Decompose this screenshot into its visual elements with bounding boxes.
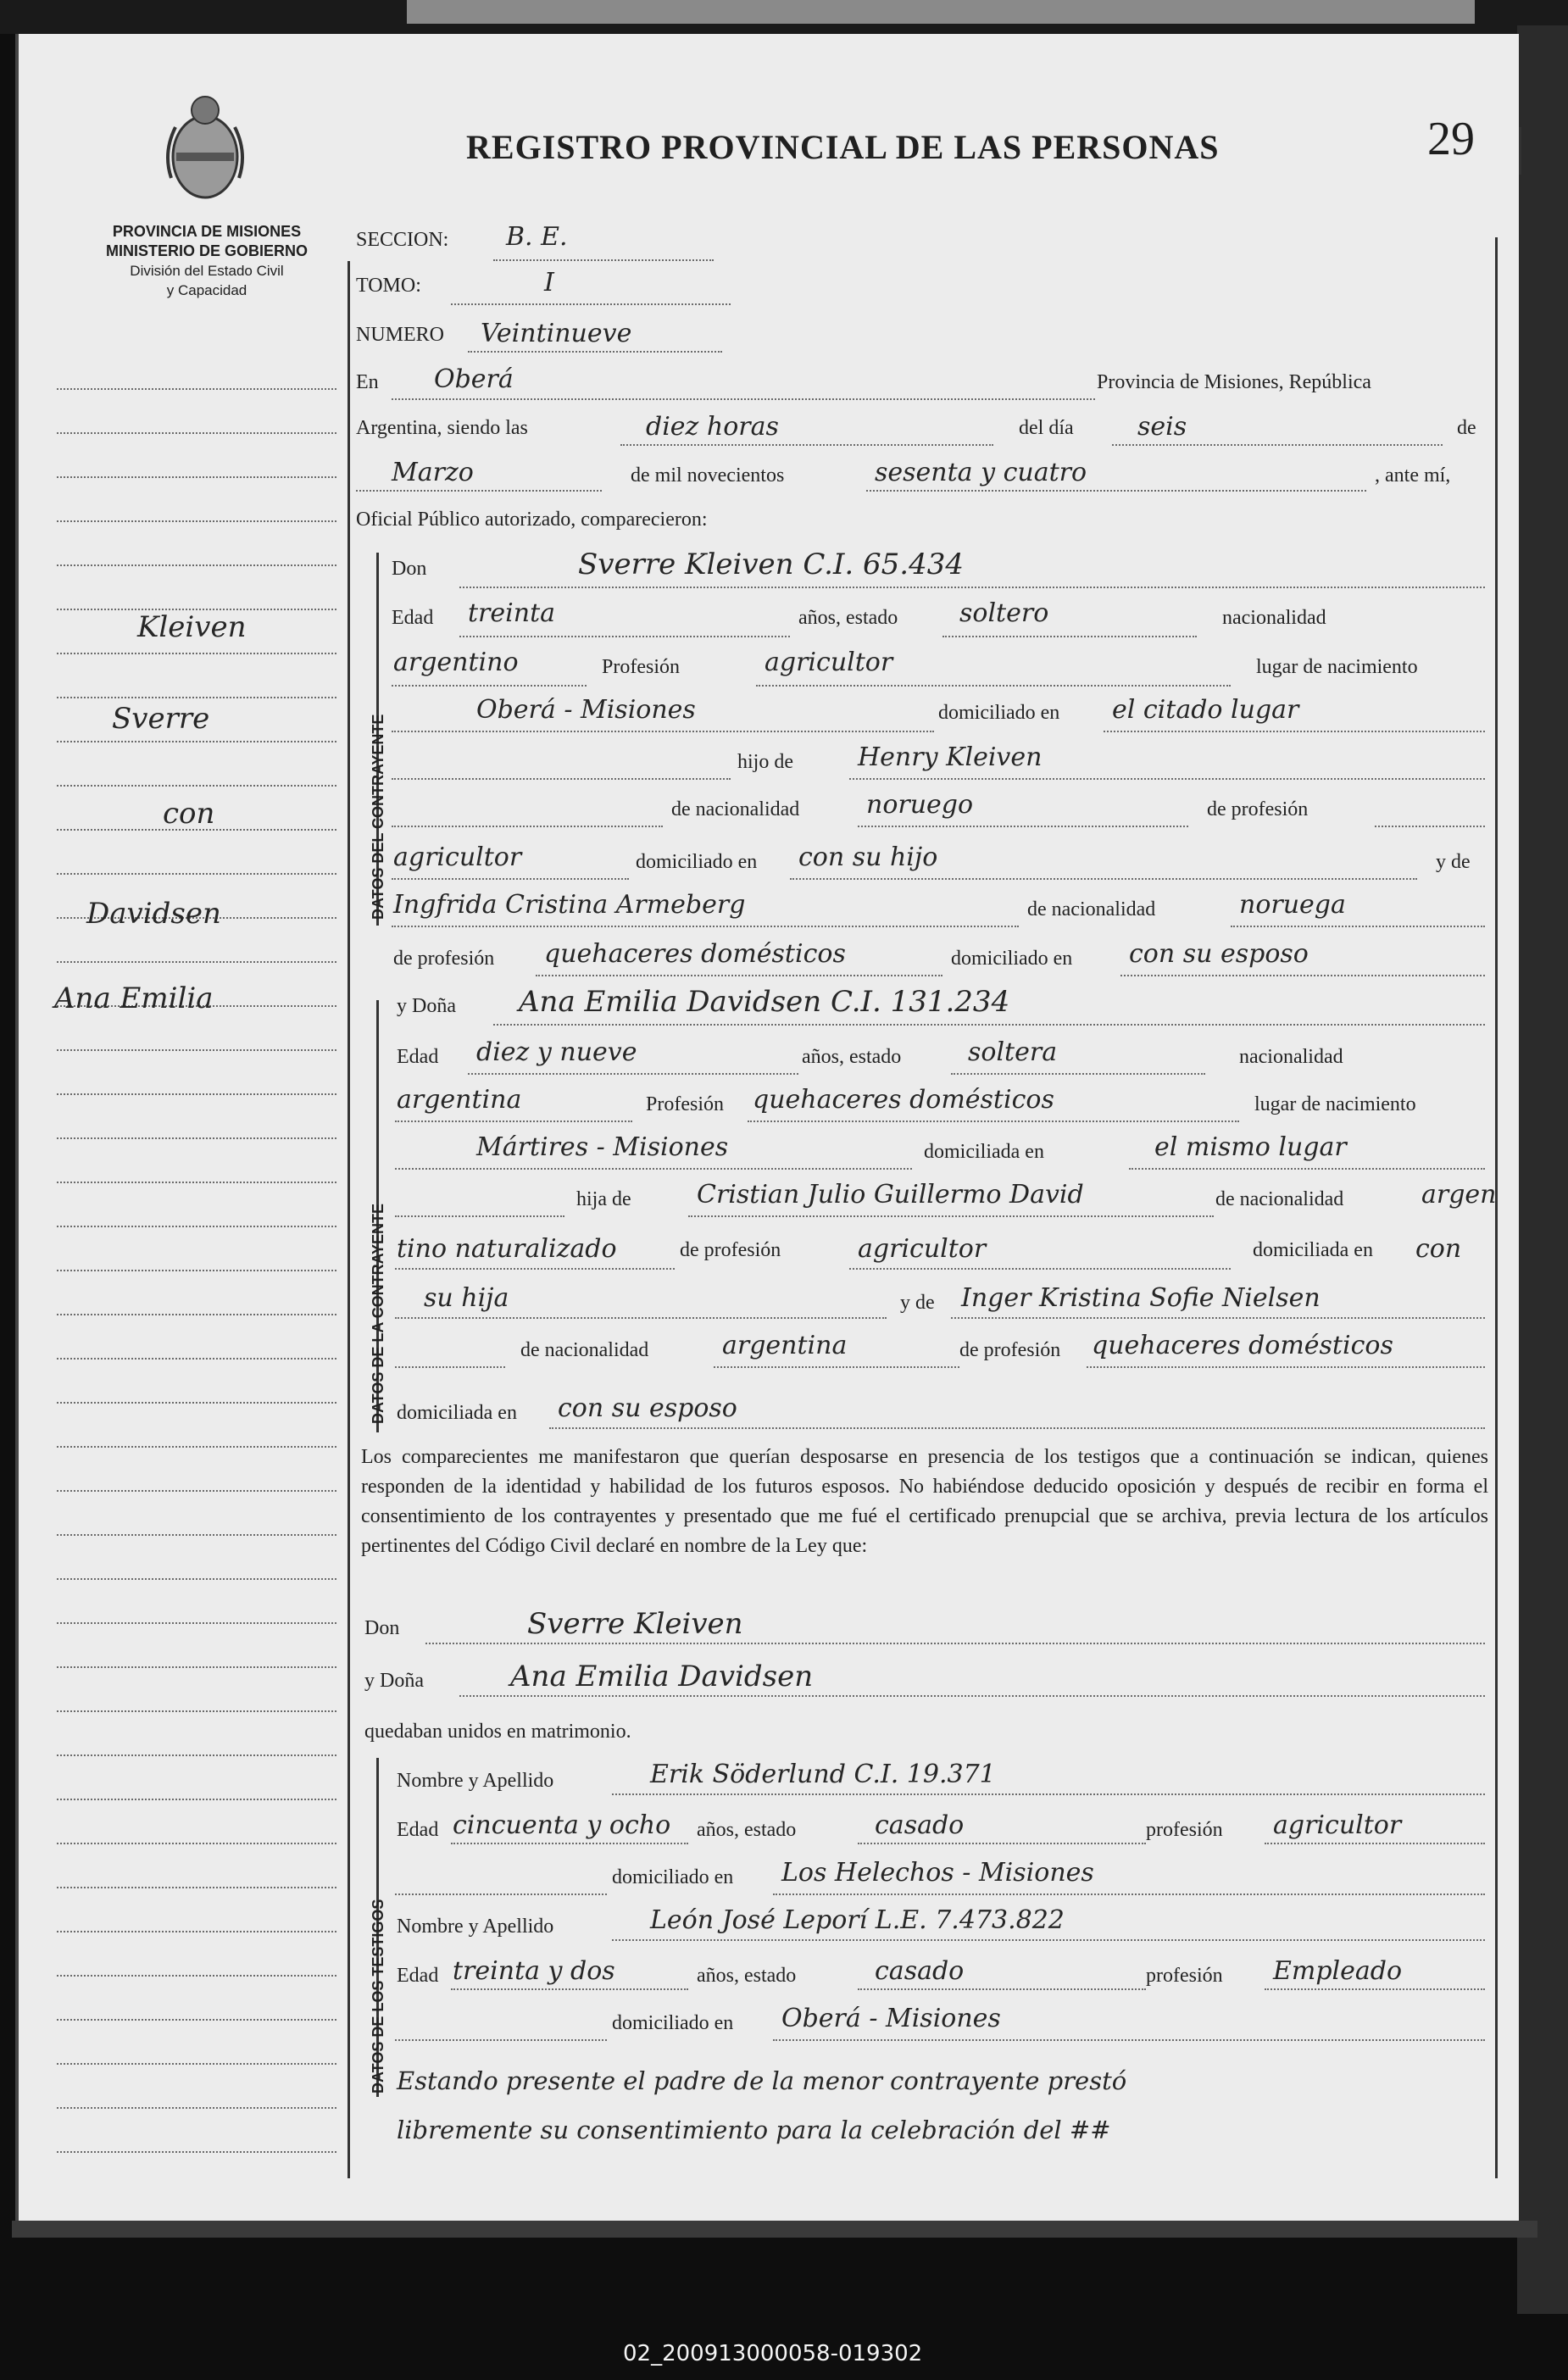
tomo-label: TOMO: (356, 275, 421, 297)
testigos-side-label: DATOS DE LOS TESTIGOS (370, 1899, 386, 2094)
y-de-label: y de (900, 1292, 935, 1314)
edad-label: Edad (392, 607, 434, 629)
register-page (15, 34, 1519, 2221)
provincia-text: Provincia de Misiones, República (1097, 371, 1371, 393)
padre-profesion: agricultor (393, 842, 522, 872)
don-label: Don (392, 558, 427, 580)
testigo1-profesion: agricultor (1273, 1810, 1402, 1840)
anios-label: años, estado (798, 607, 898, 629)
testigo2-nombre-label: Nombre y Apellido (397, 1916, 554, 1938)
anios-label: años, estado (802, 1046, 902, 1068)
margin-note: Kleiven (137, 610, 247, 644)
contrayente-domicilio: el citado lugar (1112, 695, 1299, 725)
contrayenta-padre: Cristian Julio Guillermo David (697, 1180, 1084, 1209)
profesion-label: Profesión (602, 656, 680, 678)
madre-nacionalidad: noruega (1239, 890, 1346, 920)
testigo1-edad: cincuenta y ocho (453, 1810, 671, 1840)
y-de-label: y de (1436, 851, 1471, 873)
margin-note: Sverre (112, 702, 210, 736)
declaration-paragraph: Los comparecientes me manifestaron que querían desposarse en presencia de los testigos que a continuación se indican, quienes responden de la identidad y habilidad de los futuros esposos. No habiéndose deducido oposición y después de recibir en forma el consentimiento de los contrayentes y presentado que me fué el certificado prenupcial que se archiva, previa lectura de los artículos pertinentes del Código Civil declaré en nombre de la Ley que: (361, 1446, 1488, 1557)
en-label: En (356, 371, 379, 393)
profesion-label: Profesión (646, 1093, 724, 1115)
contrayente-side-label: DATOS DEL CONTRAYENTE (370, 714, 386, 920)
madre-domicilio: con su esposo (558, 1393, 737, 1423)
madre-profesion-label: de profesión (959, 1339, 1061, 1361)
contrayenta-side-label: DATOS DE LA CONTRAYENTE (370, 1203, 386, 1424)
note-line: libremente su consentimiento para la celebración del ## (397, 2116, 1111, 2144)
anio-value: sesenta y cuatro (875, 458, 1087, 487)
tomo-value: I (544, 268, 554, 298)
padre-nacionalidad-part-1: argen (1421, 1180, 1497, 1209)
domiciliada-label: domiciliada en (924, 1141, 1044, 1163)
padre-nacionalidad-part-2: tino naturalizado (397, 1234, 617, 1264)
testigo2-profesion: Empleado (1273, 1956, 1403, 1986)
page-bottom-edge (12, 2221, 1537, 2238)
contrayenta-name: Ana Emilia Davidsen C.I. 131.234 (519, 985, 1010, 1019)
note-line: Estando presente el padre de la menor contrayente prestó (397, 2066, 1127, 2095)
ministry-line: y Capacidad (166, 282, 247, 298)
padre-nacionalidad: noruego (866, 790, 974, 820)
testigo1-estado: casado (875, 1810, 965, 1840)
lugar-label: lugar de nacimiento (1254, 1093, 1416, 1115)
padre-domicilio-part-2: su hija (424, 1283, 509, 1313)
madre-profesion-label: de profesión (393, 948, 495, 970)
contrayenta-domicilio: el mismo lugar (1154, 1132, 1347, 1162)
declaration-dona-value: Ana Emilia Davidsen (510, 1660, 814, 1693)
margin-note: Ana Emilia (54, 981, 214, 1015)
madre-profesion: quehaceres domésticos (544, 939, 846, 969)
contrayente-lugar: Oberá - Misiones (476, 695, 696, 725)
padre-domicilio-label: domiciliada en (1253, 1239, 1373, 1261)
page-number: 29 (1427, 113, 1475, 165)
testigo2-edad: treinta y dos (453, 1956, 615, 1986)
contrayenta-madre: Inger Kristina Sofie Nielsen (961, 1283, 1321, 1313)
coat-of-arms-icon (154, 85, 256, 212)
dona-label: y Doña (397, 995, 456, 1017)
declaration-don-label: Don (364, 1617, 400, 1639)
testigo1-domicilio: Los Helechos - Misiones (781, 1858, 1094, 1888)
contrayenta-nacionalidad: argentina (397, 1085, 522, 1115)
ministry-line: División del Estado Civil (130, 263, 284, 279)
ante-mi-text: , ante mí, (1375, 464, 1451, 487)
unidos-text: quedaban unidos en matrimonio. (364, 1721, 631, 1743)
ministry-line: PROVINCIA DE MISIONES (112, 223, 302, 240)
contrayente-estado: soltero (959, 598, 1049, 628)
padre-nacionalidad-label: de nacionalidad (1215, 1188, 1344, 1210)
hora-value: diez horas (646, 412, 779, 442)
contrayenta-edad: diez y nueve (476, 1037, 637, 1067)
ministry-block (63, 222, 351, 300)
contrayente-name: Sverre Kleiven C.I. 65.434 (578, 548, 964, 581)
testigo1-anios-label: años, estado (697, 1819, 797, 1841)
en-value: Oberá (434, 364, 514, 394)
padre-domicilio-label: domiciliado en (636, 851, 758, 873)
testigo2-anios-label: años, estado (697, 1965, 797, 1987)
declaration-don-value: Sverre Kleiven (527, 1607, 743, 1641)
contrayente-madre: Ingfrida Cristina Armeberg (393, 890, 746, 920)
testigo2-edad-label: Edad (397, 1965, 439, 1987)
padre-profesion-label: de profesión (680, 1239, 781, 1261)
lugar-label: lugar de nacimiento (1256, 656, 1418, 678)
register-title: REGISTRO PROVINCIAL DE LAS PERSONAS (466, 128, 1220, 166)
madre-nacionalidad: argentina (722, 1331, 848, 1360)
seccion-label: SECCION: (356, 229, 449, 251)
contrayenta-lugar: Mártires - Misiones (476, 1132, 729, 1162)
scan-right-edge (1517, 25, 1568, 2314)
nacionalidad-label: nacionalidad (1222, 607, 1326, 629)
de-mil-text: de mil novecientos (631, 464, 785, 487)
argentina-text: Argentina, siendo las (356, 417, 528, 439)
testigo2-nombre: León José Leporí L.E. 7.473.822 (650, 1905, 1065, 1935)
madre-domicilio-label: domiciliado en (951, 948, 1073, 970)
numero-value: Veintinueve (481, 319, 632, 348)
edad-label: Edad (397, 1046, 439, 1068)
padre-profesion: agricultor (858, 1234, 987, 1264)
madre-profesion: quehaceres domésticos (1092, 1331, 1393, 1360)
de-nacionalidad-label: de nacionalidad (671, 798, 800, 820)
madre-domicilio: con su esposo (1129, 939, 1309, 969)
declaration-dona-label: y Doña (364, 1670, 424, 1692)
oficial-text: Oficial Público autorizado, comparecieron: (356, 509, 708, 531)
madre-nacionalidad-label: de nacionalidad (520, 1339, 649, 1361)
domiciliado-label: domiciliado en (938, 702, 1060, 724)
testigo1-edad-label: Edad (397, 1819, 439, 1841)
testigo2-domicilio-label: domiciliado en (612, 2012, 734, 2034)
contrayente-padre: Henry Kleiven (858, 742, 1043, 772)
scan-file-code: 02_200913000058-019302 (623, 2341, 923, 2366)
mes-value: Marzo (392, 458, 474, 487)
contrayenta-profesion: quehaceres domésticos (753, 1085, 1054, 1115)
madre-nacionalidad-label: de nacionalidad (1027, 898, 1156, 920)
del-dia-label: del día (1019, 417, 1074, 439)
de-label: de (1457, 417, 1476, 439)
hija-label: hija de (576, 1188, 631, 1210)
margin-note: Davidsen (86, 897, 221, 931)
testigo2-domicilio: Oberá - Misiones (781, 2004, 1001, 2033)
madre-domicilio-label: domiciliada en (397, 1402, 517, 1424)
contrayenta-estado: soltera (968, 1037, 1058, 1067)
padre-domicilio: con su hijo (798, 842, 938, 872)
contrayente-profesion: agricultor (765, 648, 893, 677)
seccion-value: B. E. (506, 222, 568, 252)
margin-divider (348, 261, 350, 2178)
testigo1-domicilio-label: domiciliado en (612, 1866, 734, 1888)
ministry-line: MINISTERIO DE GOBIERNO (105, 242, 309, 259)
contrayente-edad: treinta (468, 598, 556, 628)
scan-top-edge (0, 0, 1568, 34)
de-profesion-label: de profesión (1207, 798, 1309, 820)
hijo-label: hijo de (737, 751, 793, 773)
dia-value: seis (1137, 412, 1187, 442)
testigo2-estado: casado (875, 1956, 965, 1986)
testigo1-nombre-label: Nombre y Apellido (397, 1770, 554, 1792)
testigo1-nombre: Erik Söderlund C.I. 19.371 (650, 1760, 996, 1789)
padre-domicilio-part-1: con (1415, 1234, 1462, 1264)
testigo1-profesion-label: profesión (1146, 1819, 1223, 1841)
margin-note: con (163, 797, 215, 831)
numero-label: NUMERO (356, 324, 445, 346)
testigo2-profesion-label: profesión (1146, 1965, 1223, 1987)
contrayente-nacionalidad: argentino (393, 648, 519, 677)
nacionalidad-label: nacionalidad (1239, 1046, 1343, 1068)
